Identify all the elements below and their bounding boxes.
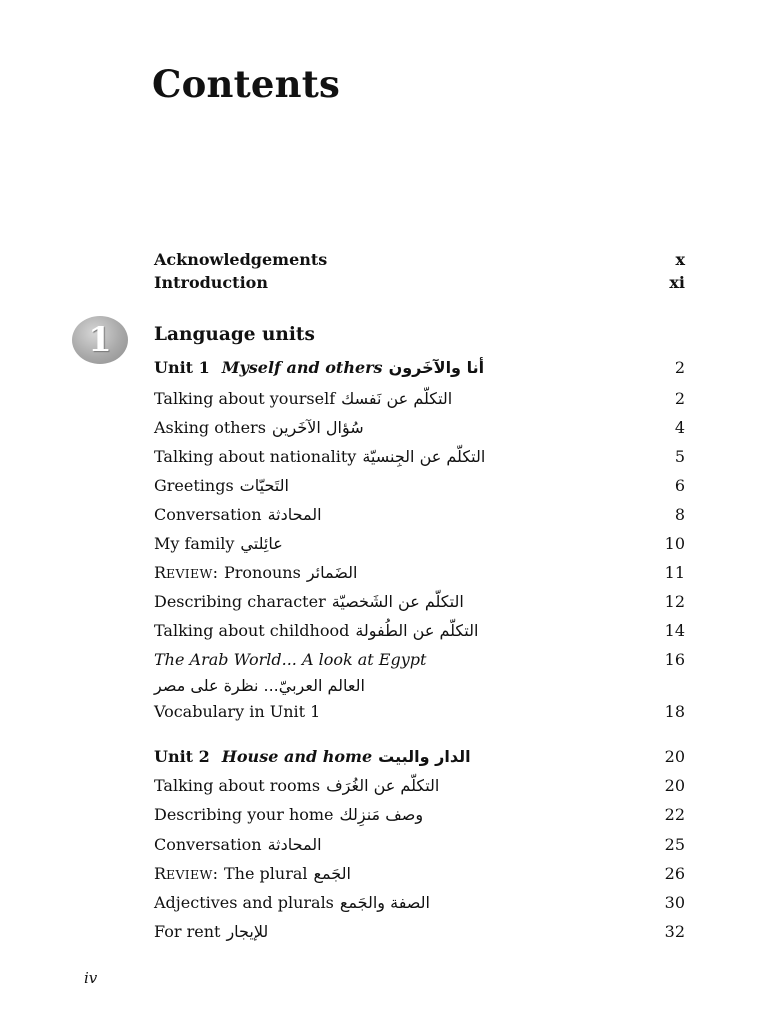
- toc-page-number: 14: [664, 621, 685, 640]
- toc-page-number: x: [675, 250, 685, 269]
- toc-entry-label: Talking about rooms: [154, 776, 321, 795]
- toc-entry-arabic: التكلّم عن الطُفولة: [355, 621, 479, 640]
- toc-entry-label: Vocabulary in Unit 1: [154, 702, 321, 721]
- toc-entry-label: The plural: [224, 864, 308, 883]
- toc-entry[interactable]: [154, 389, 685, 413]
- toc-entry-introduction[interactable]: [154, 273, 685, 297]
- toc-entry-arabic: الصفة والجَمع: [339, 893, 430, 912]
- unit-2-heading[interactable]: [154, 747, 685, 771]
- review-prefix-capital: R: [154, 563, 167, 582]
- toc-entry[interactable]: [154, 893, 685, 917]
- toc-entry-arabic: وصف مَنزِلك: [339, 805, 424, 824]
- toc-entry[interactable]: [154, 476, 685, 500]
- toc-entry-arabic: العالم العربيّ... نظرة على مصر: [154, 676, 365, 695]
- toc-page-number: xi: [669, 273, 685, 292]
- toc-page-number: 12: [664, 592, 685, 611]
- toc-page-number: 26: [664, 864, 685, 883]
- toc-entry[interactable]: [154, 776, 685, 800]
- review-colon: :: [212, 563, 218, 582]
- toc-page-number: 11: [664, 563, 685, 582]
- toc-page-number: 20: [664, 747, 685, 766]
- toc-entry-arabic: للإيجار: [226, 922, 269, 941]
- toc-entry-arabic: التَحيّات: [239, 476, 289, 495]
- toc-page-number: 2: [674, 358, 685, 377]
- toc-page-number: 32: [664, 922, 685, 941]
- toc-page-number: 30: [664, 893, 685, 912]
- unit-1-heading[interactable]: [154, 358, 685, 382]
- toc-page-number: 18: [664, 702, 685, 721]
- toc-entry-label: For rent: [154, 922, 221, 941]
- section-heading: Language units: [154, 324, 315, 345]
- review-prefix: [154, 563, 218, 582]
- toc-entry-arabic: التكلّم عن الغُرَف: [326, 776, 440, 795]
- toc-entry-label: Adjectives and plurals: [154, 893, 334, 912]
- toc-entry-arabic: التكلّم عن الجِنسيّة: [362, 447, 486, 466]
- toc-page-number: 5: [674, 447, 685, 466]
- toc-entry[interactable]: [154, 922, 685, 946]
- section-number-badge: [72, 316, 128, 364]
- toc-entry-label: My family: [154, 534, 235, 553]
- toc-entry[interactable]: [154, 592, 685, 616]
- toc-entry-label: Asking others: [154, 418, 266, 437]
- toc-entry-vocabulary[interactable]: [154, 702, 685, 726]
- review-prefix-capital: R: [154, 864, 167, 883]
- unit-title-arabic: أنا والآخَرون: [388, 358, 485, 377]
- toc-page-number: 25: [664, 835, 685, 854]
- toc-entry-arabic: المحادثة: [267, 505, 322, 524]
- toc-entry-label: Acknowledgements: [154, 250, 328, 269]
- section-number: 1: [88, 320, 112, 360]
- toc-entry-arabic: عائِلتي: [240, 534, 283, 553]
- unit-title-arabic: الدار والبيت: [378, 747, 471, 766]
- toc-page-number: 20: [664, 776, 685, 795]
- toc-entry-label: Introduction: [154, 273, 268, 292]
- toc-entry-arabic: التكلّم عن نَفسك: [341, 389, 453, 408]
- toc-entry-label: Conversation: [154, 835, 262, 854]
- toc-entry-label: The Arab World... A look at Egypt: [154, 650, 427, 669]
- unit-title-english: House and home: [221, 747, 373, 766]
- toc-entry-arab-world[interactable]: [154, 650, 685, 674]
- toc-page-number: 8: [674, 505, 685, 524]
- toc-entry-label: Talking about yourself: [154, 389, 336, 408]
- toc-entry-arabic: الضَمائر: [306, 563, 358, 582]
- toc-page-number: 10: [664, 534, 685, 553]
- toc-entry[interactable]: [154, 805, 685, 829]
- toc-entry-label: Describing character: [154, 592, 326, 611]
- toc-entry-label: Greetings: [154, 476, 234, 495]
- toc-page-number: 16: [664, 650, 685, 669]
- toc-entry-label: Talking about nationality: [154, 447, 357, 466]
- toc-page-number: 2: [674, 389, 685, 408]
- toc-entry-acknowledgements[interactable]: [154, 250, 685, 274]
- toc-entry[interactable]: [154, 621, 685, 645]
- toc-entry[interactable]: [154, 835, 685, 859]
- toc-entry-label: Talking about childhood: [154, 621, 350, 640]
- toc-page-number: 4: [674, 418, 685, 437]
- unit-title-english: Myself and others: [221, 358, 383, 377]
- unit-number: Unit 1: [154, 358, 210, 377]
- toc-page-number: 22: [664, 805, 685, 824]
- review-colon: :: [212, 864, 218, 883]
- toc-entry[interactable]: [154, 505, 685, 529]
- toc-entry-arabic: الجَمع: [313, 864, 351, 883]
- toc-entry-review[interactable]: [154, 864, 685, 888]
- page-title: Contents: [152, 62, 341, 106]
- toc-entry-label: Describing your home: [154, 805, 334, 824]
- toc-entry-label: Conversation: [154, 505, 262, 524]
- review-prefix-smallcaps: EVIEW: [166, 867, 213, 882]
- toc-entry-label: Pronouns: [224, 563, 301, 582]
- toc-entry[interactable]: [154, 534, 685, 558]
- review-prefix-smallcaps: EVIEW: [166, 566, 213, 581]
- toc-entry[interactable]: [154, 447, 685, 471]
- toc-entry-arabic: سُؤال الآخَرين: [271, 418, 364, 437]
- unit-number: Unit 2: [154, 747, 210, 766]
- review-prefix: [154, 864, 218, 883]
- toc-entry-arabic: التكلّم عن الشَخصيّة: [331, 592, 464, 611]
- toc-entry[interactable]: [154, 418, 685, 442]
- toc-entry-arabic: المحادثة: [267, 835, 322, 854]
- toc-page-number: 6: [674, 476, 685, 495]
- page-folio: iv: [84, 969, 98, 987]
- toc-entry-review[interactable]: [154, 563, 685, 587]
